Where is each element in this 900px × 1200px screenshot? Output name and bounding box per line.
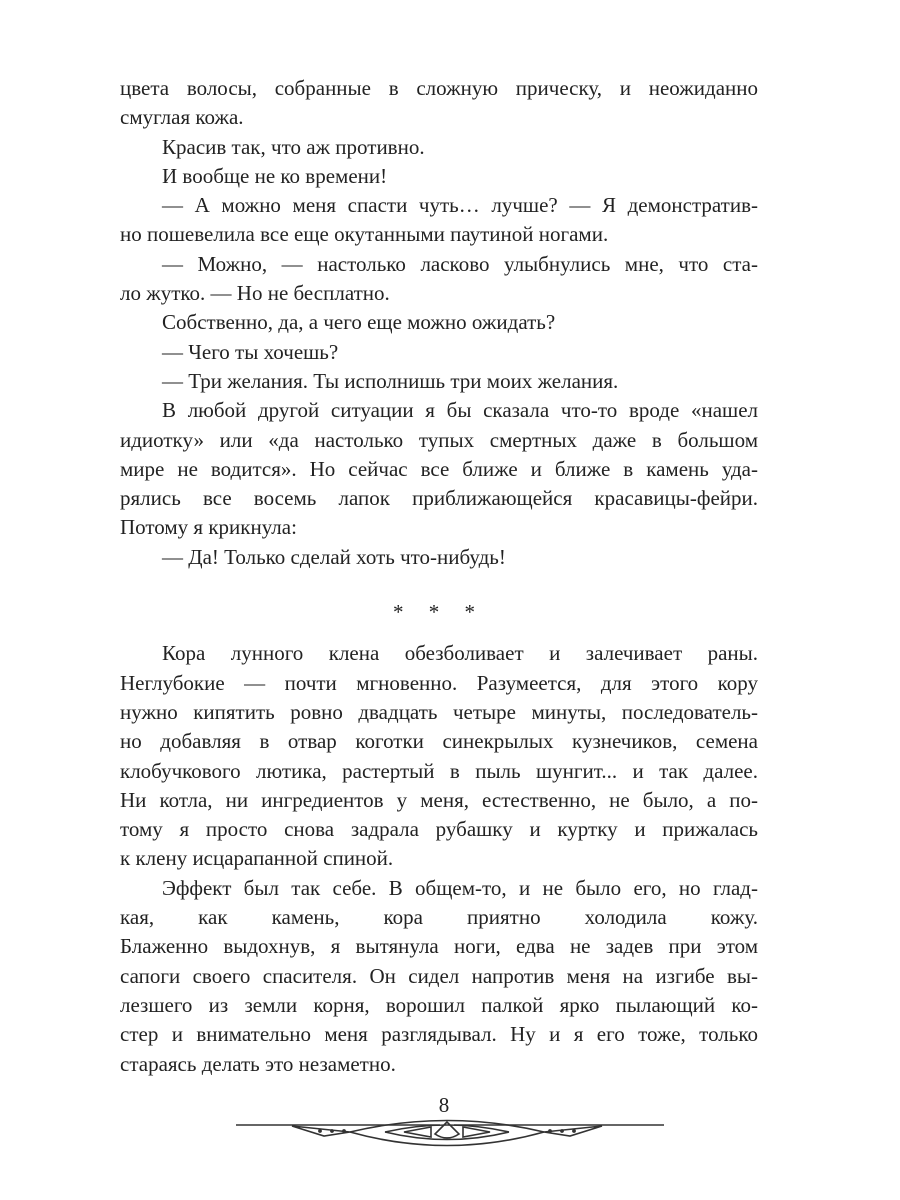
text-line: Собственно, да, а чего еще можно ожидать? bbox=[162, 310, 556, 335]
text-line: клобучкового лютика, растертый в пыль шунгит... и так далее. bbox=[120, 758, 758, 783]
text-line: лезшего из земли корня, ворошил палкой ярко пылающий ко- bbox=[120, 992, 758, 1017]
text-line: нужно кипятить ровно двадцать четыре минуты, последователь- bbox=[120, 699, 758, 724]
text-line: тому я просто снова задрала рубашку и куртку и прижалась bbox=[120, 817, 758, 842]
text-line: ло жутко. — Но не бесплатно. bbox=[120, 281, 390, 306]
text-line: Неглубокие — почти мгновенно. Разумеется, для этого кору bbox=[120, 670, 758, 695]
text-line: Красив так, что аж противно. bbox=[162, 134, 425, 159]
text-line: стараясь делать это незаметно. bbox=[120, 1051, 396, 1076]
text-line: сапоги своего спасителя. Он сидел напротив меня на изгибе вы- bbox=[120, 963, 758, 988]
footer-flourish-icon bbox=[228, 1115, 672, 1157]
text-line: — Три желания. Ты исполнишь три моих желания. bbox=[162, 368, 619, 393]
text-line: Кора лунного клена обезболивает и залечивает раны. bbox=[162, 641, 758, 666]
text-line: — Можно, — настолько ласково улыбнулись мне, что ста- bbox=[162, 251, 758, 276]
text-line: Эффект был так себе. В общем-то, и не было его, но глад- bbox=[162, 875, 758, 900]
text-line: — Чего ты хочешь? bbox=[162, 339, 339, 364]
text-line: мире не водится». Но сейчас все ближе и ближе в камень уда- bbox=[120, 456, 758, 481]
text-line: но пошевелила все еще окутанными паутиной ногами. bbox=[120, 222, 609, 247]
page-number: 8 bbox=[438, 1093, 450, 1117]
text-line: кая, как камень, кора приятно холодила кожу. bbox=[120, 905, 758, 930]
text-line: И вообще не ко времени! bbox=[162, 163, 388, 188]
text-line: рялись все восемь лапок приближающейся красавицы-фейри. bbox=[120, 486, 758, 511]
text-line: Блаженно выдохнув, я вытянула ноги, едва не задев при этом bbox=[120, 934, 758, 959]
text-block bbox=[120, 74, 758, 1079]
text-line: В любой другой ситуации я бы сказала что-то вроде «нашел bbox=[162, 398, 758, 423]
text-line: Потому я крикнула: bbox=[120, 515, 297, 540]
text-line: к клену исцарапанной спиной. bbox=[120, 846, 394, 871]
text-line: идиотку» или «да настолько тупых смертных даже в большом bbox=[120, 427, 758, 452]
text-line: Ни котла, ни ингредиентов у меня, естественно, не было, а по- bbox=[120, 787, 758, 812]
text-line: смуглая кожа. bbox=[120, 105, 244, 130]
text-line: — Да! Только сделай хоть что-нибудь! bbox=[162, 544, 506, 569]
text-line: цвета волосы, собранные в сложную прическу, и неожиданно bbox=[120, 76, 758, 100]
text-line: но добавляя в отвар коготки синекрылых кузнечиков, семена bbox=[120, 729, 758, 754]
text-line: стер и внимательно меня разглядывал. Ну и я его тоже, только bbox=[120, 1022, 758, 1047]
section-separator: * * * bbox=[393, 600, 485, 625]
text-line: — А можно меня спасти чуть… лучше? — Я демонстратив- bbox=[162, 193, 758, 218]
